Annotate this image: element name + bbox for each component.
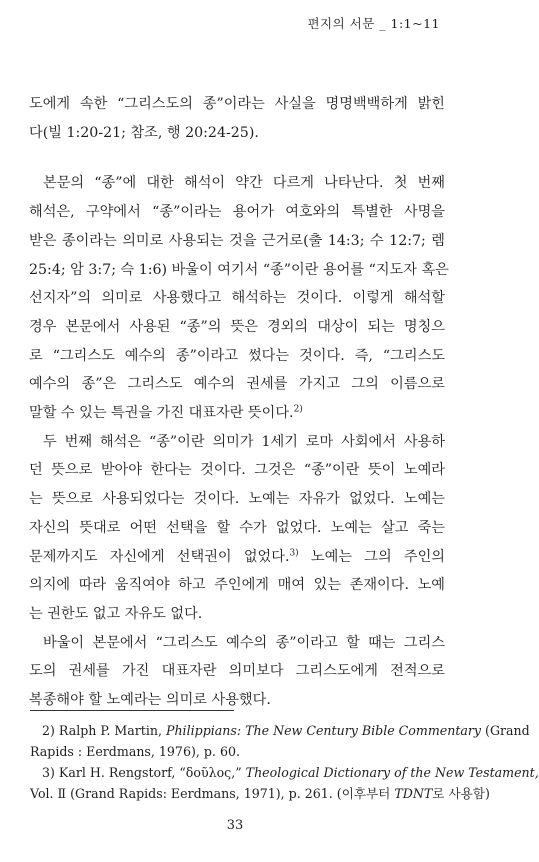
text-line: 도의 권세를 가진 대표자란 의미보다 그리스도에게 전적으로	[29, 663, 445, 680]
footnote-3-line	[30, 762, 539, 783]
abbreviation: TDNT	[394, 786, 433, 801]
text-line: 두 번째 해석은 “종”이란 의미가 1세기 로마 사회에서 사용하	[43, 433, 445, 450]
text-line: 25:4; 암 3:7; 슥 1:6) 바울이 여기서 “종”이란 용어를 “지도자 혹은	[29, 261, 449, 278]
text-line: 예수의 종”은 그리스도 예수의 권세를 가지고 그의 이름으로	[29, 376, 445, 393]
text-line: 는 뜻으로 사용되었다는 것이다. 노예는 자유가 없었다. 노예는	[29, 491, 445, 508]
footnotes	[30, 720, 539, 804]
text-span: 문제까지도 자신에게 선택권이 없었다.	[29, 548, 290, 565]
running-head: 편지의 서문 _ 1:1~11	[307, 16, 440, 31]
text-line: 로 “그리스도 예수의 종”이라고 썼다는 것이다. 즉, “그리스도	[29, 347, 445, 364]
text-span: (Grand	[481, 723, 530, 738]
text-line: 본문의 “종”에 대한 해석이 약간 다르게 나타난다. 첫 번째	[43, 175, 445, 192]
text-line: 도에게 속한 “그리스도의 종”이라는 사실을 명명백백하게 밝힌	[29, 96, 445, 112]
text-line	[29, 399, 445, 428]
text-span: 말할 수 있는 특권을 가진 대표자란 뜻이다.	[29, 405, 294, 422]
footnote-2-line: Rapids : Eerdmans, 1976), p. 60.	[30, 744, 240, 759]
text-span: Vol. Ⅱ (Grand Rapids: Eerdmans, 1971), p. 261. (이후부터	[30, 786, 395, 801]
body-text	[29, 90, 449, 715]
book-title: Theological Dictionary of the New Testament,	[245, 765, 539, 780]
text-line: 경우 본문에서 사용된 “종”의 뜻은 경외의 대상이 되는 명칭으	[29, 318, 445, 335]
text-line: 복종해야 할 노예라는 의미로 사용했다.	[29, 692, 271, 709]
text-line: 는 권한도 없고 자유도 없다.	[29, 605, 203, 622]
text-span: 로 사용함)	[432, 786, 490, 801]
footnote-3-line	[30, 783, 490, 804]
text-line: 던 뜻으로 받아야 한다는 것이다. 그것은 “종”이란 뜻이 노예라	[29, 462, 445, 479]
footnote-2-line	[30, 720, 530, 741]
text-span: 노예는 그의 주인의	[298, 548, 445, 565]
footnote-ref-3[interactable]: 3)	[289, 547, 299, 558]
page-number: 33	[226, 818, 244, 833]
text-line: 다(빌 1:20-21; 참조, 행 20:24-25).	[29, 124, 259, 141]
text-line: 해석은, 구약에서 “종”이라는 용어가 여호와의 특별한 사명을	[29, 204, 445, 221]
text-span: 2) Ralph P. Martin,	[42, 723, 166, 738]
book-title: Philippians: The New Century Bible Commentary	[165, 723, 482, 738]
text-line: 받은 종이라는 의미로 사용되는 것을 근거로(출 14:3; 수 12:7; 렘	[29, 232, 445, 249]
text-line: 바울이 본문에서 “그리스도 예수의 종”이라고 할 때는 그리스	[43, 634, 445, 651]
text-line: 의지에 따라 움직여야 하고 주인에게 매여 있는 존재이다. 노예	[29, 577, 445, 594]
footnote-ref-2[interactable]: 2)	[293, 404, 303, 415]
text-line	[29, 543, 445, 572]
footnote-divider	[30, 710, 234, 711]
text-span: 3) Karl H. Rengstorf, “δοῦλος,”	[42, 765, 246, 780]
text-line: 자신의 뜻대로 어떤 선택을 할 수가 없었다. 노예는 살고 죽는	[29, 519, 445, 536]
text-line: 선지자”의 의미로 사용했다고 해석하는 것이다. 이렇게 해석할	[29, 290, 445, 307]
